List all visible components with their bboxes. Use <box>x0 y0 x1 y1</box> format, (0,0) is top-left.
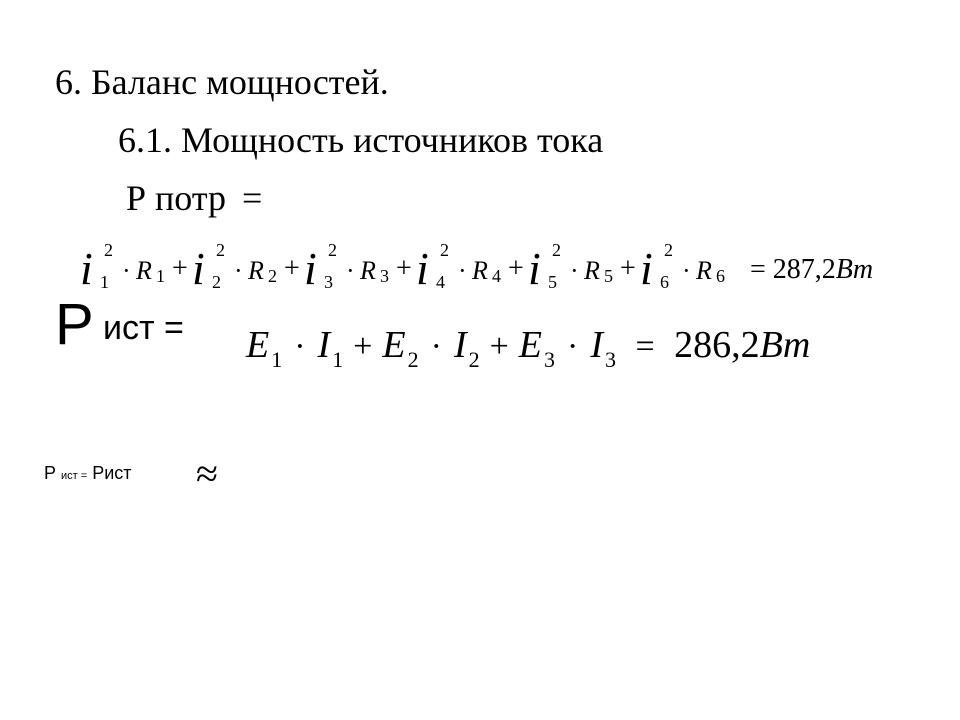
source-result-unit: Bm <box>759 324 811 366</box>
emf-symbol: E <box>518 324 542 366</box>
power-comparison <box>44 462 132 487</box>
resistor-index: 1 <box>156 266 165 286</box>
emf-index: 1 <box>271 347 283 372</box>
current-symbol: I <box>590 324 603 366</box>
load-result-value: 287,2 <box>772 254 836 285</box>
source-power-symbol: Р <box>55 292 94 357</box>
current-symbol: i <box>640 243 653 294</box>
square-exponent: 2 <box>552 240 561 260</box>
load-equals: = <box>750 254 766 285</box>
resistor-symbol: R <box>360 256 376 285</box>
multiply-dot: · <box>122 256 131 285</box>
current-index: 5 <box>548 272 557 292</box>
slide-heading: 6. Баланс мощностей. <box>55 62 389 102</box>
square-exponent: 2 <box>664 240 673 260</box>
square-exponent: 2 <box>440 240 449 260</box>
resistor-symbol: R <box>584 256 600 285</box>
multiply-dot: · <box>567 328 579 365</box>
resistor-index: 5 <box>604 266 613 286</box>
plus-sign: + <box>172 253 188 284</box>
current-term <box>318 320 344 380</box>
source-power-label: ист = <box>103 309 184 347</box>
load-result <box>750 254 873 286</box>
multiply-dot: · <box>430 328 442 365</box>
resistor-symbol: R <box>248 256 264 285</box>
plus-sign: + <box>489 328 509 365</box>
multiply-dot: · <box>570 256 579 285</box>
source-power-formula <box>246 320 810 380</box>
source-terms <box>246 324 616 372</box>
emf-symbol: E <box>382 324 406 366</box>
equals-sign: = <box>241 178 263 218</box>
approx-equal-icon: ≈ <box>196 451 218 496</box>
square-exponent: 2 <box>328 240 337 260</box>
emf-index: 2 <box>407 347 419 372</box>
plus-sign: + <box>284 253 300 284</box>
resistor-symbol: R <box>696 256 712 285</box>
current-term <box>454 320 480 380</box>
current-index: 1 <box>100 272 109 292</box>
comparison-left-main: Р <box>44 463 57 483</box>
current-index: 1 <box>332 347 344 372</box>
consumed-power-label <box>126 176 262 220</box>
current-symbol: i <box>416 243 429 294</box>
comparison-left-sub: ист = <box>61 470 88 482</box>
multiply-dot: · <box>234 256 243 285</box>
emf-index: 3 <box>544 347 555 372</box>
square-exponent: 2 <box>216 240 225 260</box>
resistor-symbol: R <box>136 256 152 285</box>
plus-sign: + <box>396 253 412 284</box>
plus-sign: + <box>620 253 636 284</box>
resistor-index: 2 <box>268 266 277 286</box>
comparison-right: Рист <box>92 463 132 483</box>
source-result <box>674 320 810 370</box>
slide-subheading: 6.1. Мощность источников тока <box>118 120 604 160</box>
square-exponent: 2 <box>104 240 113 260</box>
multiply-dot: · <box>682 256 691 285</box>
source-result-value: 286,2 <box>674 324 760 366</box>
consumed-power-label-text: Р потр <box>126 178 226 218</box>
current-symbol: I <box>453 324 467 366</box>
resistor-index: 6 <box>716 266 725 286</box>
plus-sign: + <box>353 328 373 365</box>
multiply-dot: · <box>294 328 306 365</box>
multiply-dot: · <box>346 256 355 285</box>
current-symbol: i <box>80 243 93 294</box>
load-result-unit: Bm <box>835 254 874 285</box>
current-index: 4 <box>436 272 445 292</box>
resistor-symbol: R <box>472 256 488 285</box>
resistor-index: 3 <box>380 266 389 286</box>
resistor-index: 4 <box>492 266 501 286</box>
current-symbol: i <box>528 243 541 294</box>
plus-sign: + <box>508 253 524 284</box>
current-index: 2 <box>468 347 480 372</box>
source-equals: = <box>635 328 655 365</box>
multiply-dot: · <box>458 256 467 285</box>
current-symbol: i <box>304 243 317 294</box>
current-index: 3 <box>324 272 333 292</box>
emf-term <box>382 320 418 380</box>
current-symbol: I <box>317 324 331 366</box>
current-index: 6 <box>660 272 669 292</box>
emf-term <box>246 320 282 380</box>
current-index: 3 <box>604 347 616 372</box>
emf-symbol: E <box>246 324 270 366</box>
current-index: 2 <box>212 272 221 292</box>
emf-term <box>519 320 555 380</box>
current-term <box>590 320 616 380</box>
current-symbol: i <box>192 243 205 294</box>
